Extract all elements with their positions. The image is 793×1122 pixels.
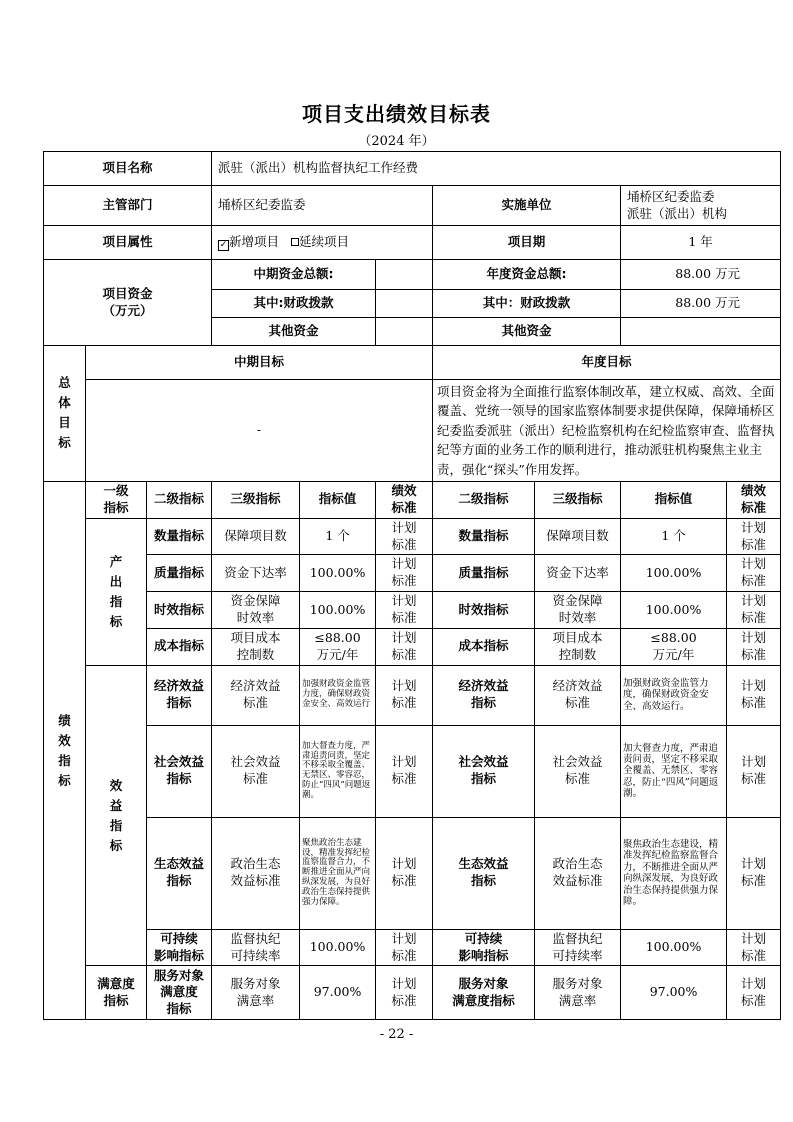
- table-row-l3: 服务对象 满意率: [212, 966, 300, 1020]
- table-row-std: 计划 标准: [727, 555, 781, 592]
- table-row-l3: 政治生态 效益标准: [212, 817, 300, 929]
- table-row-std: 计划 标准: [727, 592, 781, 629]
- table-row-std: 计划 标准: [376, 665, 433, 725]
- table-row-std: 计划 标准: [727, 665, 781, 725]
- table-row-l3: 项目成本 控制数: [212, 628, 300, 665]
- table-row-std: 计划 标准: [376, 518, 433, 555]
- page-number: - 22 -: [379, 1027, 414, 1042]
- performance-table: [43, 151, 781, 1020]
- table-row-l3: 社会效益 标准: [212, 725, 300, 817]
- table-row-std: 计划 标准: [727, 817, 781, 929]
- table-row-l2: 社会效益 指标: [147, 725, 212, 817]
- table-row-value: 加大督查力度，严肃追责问责，坚定不移采取全覆盖、无禁区、零容忍，防止“四风”问题返潮。: [621, 725, 727, 817]
- table-row-l2: 时效指标: [433, 592, 535, 629]
- year-fiscal-value: 88.00 万元: [621, 290, 781, 318]
- table-row-std: 计划 标准: [727, 966, 781, 1020]
- table-row-l3: 资金保障 时效率: [212, 592, 300, 629]
- year-other-label: 其他资金: [433, 318, 621, 346]
- table-row-l2: 社会效益 指标: [433, 725, 535, 817]
- period-value: 1 年: [621, 226, 781, 260]
- table-row-value: 聚焦政治生态建设，精准发挥纪检监察监督合力，不断推进全面从严向纵深发展，为良好政治生态保持提供强力保障。: [300, 817, 376, 929]
- table-row-std: 计划 标准: [727, 518, 781, 555]
- table-row-l3: 保障项目数: [535, 518, 621, 555]
- mid-goal-text: -: [86, 380, 433, 482]
- year-total-value: 88.00 万元: [621, 260, 781, 290]
- attr-options: [212, 226, 433, 260]
- mid-fiscal-label: 其中:财政拨款: [212, 290, 376, 318]
- table-row-l3: 保障项目数: [212, 518, 300, 555]
- impl-unit-value: 埇桥区纪委监委 派驻（派出）机构: [621, 186, 781, 226]
- table-row-std: 计划 标准: [727, 725, 781, 817]
- table-row-l3: 资金下达率: [535, 555, 621, 592]
- table-row-std: 计划 标准: [727, 929, 781, 966]
- header-std-mid: 绩效 标准: [376, 481, 433, 518]
- table-row-l3: 社会效益 标准: [535, 725, 621, 817]
- table-row-l2: 服务对象 满意度指标: [433, 966, 535, 1020]
- funds-label: 项目资金 （万元）: [44, 260, 212, 346]
- mid-goal-header: 中期目标: [86, 346, 433, 380]
- table-row-value: 97.00%: [300, 966, 376, 1020]
- header-value-year: 指标值: [621, 481, 727, 518]
- table-row-l2: 成本指标: [433, 628, 535, 665]
- table-row-l2: 数量指标: [433, 518, 535, 555]
- table-row-l3: 政治生态 效益标准: [535, 817, 621, 929]
- header-value-mid: 指标值: [300, 481, 376, 518]
- header-level2-year: 二级指标: [433, 481, 535, 518]
- table-row-value: 100.00%: [621, 592, 727, 629]
- table-row-l2: 可持续 影响指标: [433, 929, 535, 966]
- dept-value: 埇桥区纪委监委: [212, 186, 433, 226]
- table-row-value: 100.00%: [621, 555, 727, 592]
- table-row-value: 1 个: [621, 518, 727, 555]
- attr-label: 项目属性: [44, 226, 212, 260]
- year-total-label: 年度资金总额:: [433, 260, 621, 290]
- table-row-l2: 数量指标: [147, 518, 212, 555]
- mid-fiscal-value: [376, 290, 433, 318]
- checked-box-icon: ✓: [219, 240, 228, 250]
- table-row-value: 100.00%: [300, 555, 376, 592]
- project-name-value: 派驻（派出）机构监督执纪工作经费: [212, 152, 781, 186]
- table-row-l3: 资金保障 时效率: [535, 592, 621, 629]
- table-row-l3: 经济效益 标准: [535, 665, 621, 725]
- table-row-l3: 监督执纪 可持续率: [535, 929, 621, 966]
- table-row-value: ≤88.00 万元/年: [300, 628, 376, 665]
- table-row-l3: 服务对象 满意率: [535, 966, 621, 1020]
- table-row-l2: 经济效益 指标: [147, 665, 212, 725]
- empty-box-icon: [291, 238, 299, 246]
- table-row-std: 计划 标准: [376, 817, 433, 929]
- table-row-l3: 项目成本 控制数: [535, 628, 621, 665]
- table-row-l3: 经济效益 标准: [212, 665, 300, 725]
- year-goal-header: 年度目标: [433, 346, 781, 380]
- table-row-std: 计划 标准: [376, 929, 433, 966]
- benefit-indicator-label: 效 益 指 标: [86, 665, 147, 966]
- page-title: 项目支出绩效目标表: [302, 102, 491, 126]
- project-name-label: 项目名称: [44, 152, 212, 186]
- table-row-std: 计划 标准: [376, 592, 433, 629]
- impl-unit-label: 实施单位: [433, 186, 621, 226]
- mid-other-value: [376, 318, 433, 346]
- table-row-l2: 生态效益 指标: [433, 817, 535, 929]
- perf-indicator-label: 绩 效 指 标: [44, 481, 86, 1020]
- table-row-value: 97.00%: [621, 966, 727, 1020]
- dept-label: 主管部门: [44, 186, 212, 226]
- table-row-value: 加大督查力度，严肃追责问责，坚定不移采取全覆盖、无禁区、零容忍，防止“四风”问题返潮。: [300, 725, 376, 817]
- year-subtitle: （2024 年）: [358, 134, 435, 149]
- table-row-value: 加强财政资金监管力度，确保财政资金安全、高效运行。: [621, 665, 727, 725]
- table-row-l2: 质量指标: [147, 555, 212, 592]
- table-row-l3: 监督执纪 可持续率: [212, 929, 300, 966]
- table-row-std: 计划 标准: [376, 555, 433, 592]
- table-row-std: 计划 标准: [727, 628, 781, 665]
- mid-total-value: [376, 260, 433, 290]
- attr-new-option: 新增项目: [229, 234, 280, 249]
- overall-goal-label: 总 体 目 标: [44, 346, 86, 482]
- attr-cont-option: 延续项目: [298, 234, 349, 249]
- table-row-value: ≤88.00 万元/年: [621, 628, 727, 665]
- table-row-value: 100.00%: [621, 929, 727, 966]
- table-row-l2: 可持续 影响指标: [147, 929, 212, 966]
- header-std-year: 绩效 标准: [727, 481, 781, 518]
- table-row-value: 1 个: [300, 518, 376, 555]
- header-level3-year: 三级指标: [535, 481, 621, 518]
- satisfaction-indicator-label: 满意度 指标: [86, 966, 147, 1020]
- table-row-value: 100.00%: [300, 929, 376, 966]
- table-row-std: 计划 标准: [376, 966, 433, 1020]
- table-row-l2: 经济效益 指标: [433, 665, 535, 725]
- mid-total-label: 中期资金总额:: [212, 260, 376, 290]
- header-level1: 一级 指标: [86, 481, 147, 518]
- table-row-l2: 服务对象 满意度 指标: [147, 966, 212, 1020]
- year-fiscal-label: 其中：财政拨款: [433, 290, 621, 318]
- header-level3-mid: 三级指标: [212, 481, 300, 518]
- table-row-std: 计划 标准: [376, 628, 433, 665]
- table-row-l3: 资金下达率: [212, 555, 300, 592]
- mid-other-label: 其他资金: [212, 318, 376, 346]
- table-row-l2: 生态效益 指标: [147, 817, 212, 929]
- year-other-value: [621, 318, 781, 346]
- table-row-l2: 成本指标: [147, 628, 212, 665]
- period-label: 项目期: [433, 226, 621, 260]
- header-level2-mid: 二级指标: [147, 481, 212, 518]
- table-row-l2: 时效指标: [147, 592, 212, 629]
- table-row-value: 聚焦政治生态建设，精准发挥纪检监察监督合力，不断推进全面从严向纵深发展，为良好政治生态保持提供强力保障。: [621, 817, 727, 929]
- table-row-l2: 质量指标: [433, 555, 535, 592]
- table-row-std: 计划 标准: [376, 725, 433, 817]
- year-goal-text: 项目资金将为全面推行监察体制改革，建立权威、高效、全面覆盖、党统一领导的国家监察体制要求提供保障，保障埇桥区纪委监委派驻（派出）纪检监察机构在纪检监察审查、监督执纪等方面的业务工作的顺利进行，推动派驻机构聚焦主业主责，强化“探头”作用发挥。: [433, 380, 781, 482]
- table-row-value: 100.00%: [300, 592, 376, 629]
- output-indicator-label: 产 出 指 标: [86, 518, 147, 665]
- table-row-value: 加强财政资金监管力度，确保财政资金安全、高效运行: [300, 665, 376, 725]
